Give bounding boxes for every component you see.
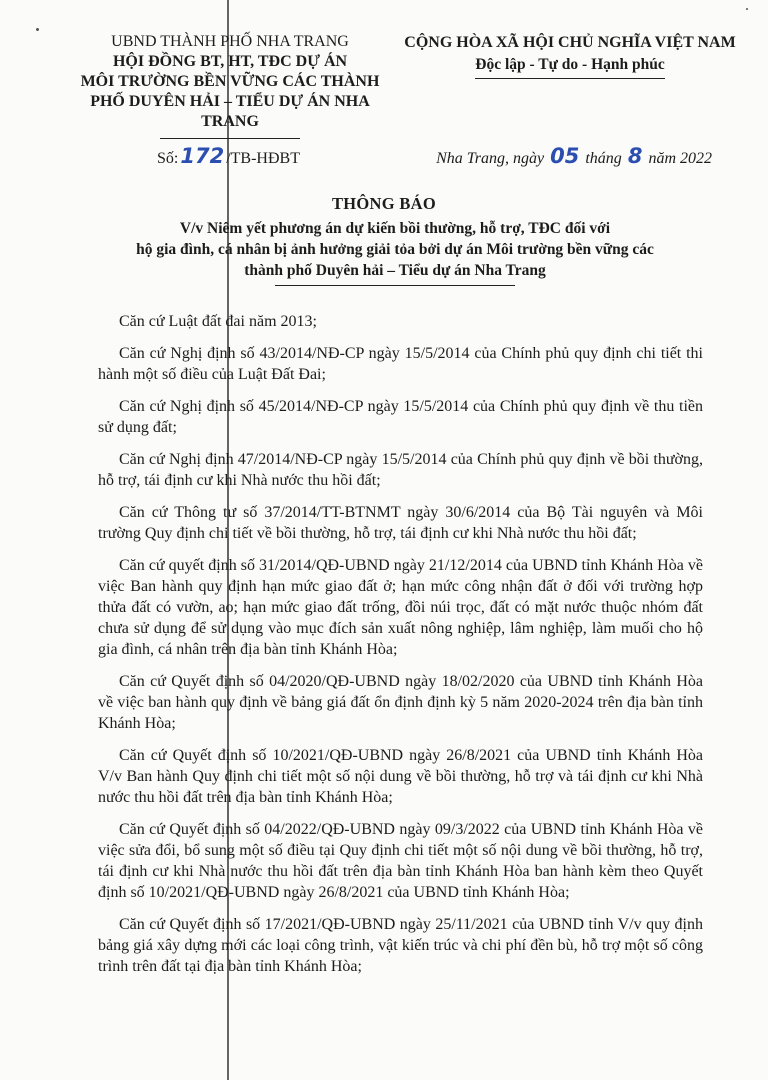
legal-basis-paragraph: Căn cứ Quyết định số 10/2021/QĐ-UBND ngày 26/8/2021 của UBND tỉnh Khánh Hòa V/v Ban hành Quy định chi tiết một số nội dung về bồi thường, hỗ trợ và tái định cư khi Nhà nước thu hồi đất trên địa bàn tỉnh Khánh Hòa;	[98, 747, 703, 806]
legal-basis-paragraph: Căn cứ Nghị định số 43/2014/NĐ-CP ngày 15/5/2014 của Chính phủ quy định chi tiết thi hành một số điều của Luật Đất Đai;	[98, 345, 703, 383]
legal-basis-paragraph: Căn cứ quyết định số 31/2014/QĐ-UBND ngày 21/12/2014 của UBND tỉnh Khánh Hòa về việc Ban hành quy định hạn mức giao đất ở; hạn mức công nhận đất ở đối với trường hợp thửa đất có vườn, ao; hạn mức giao đất trống, đồi núi trọc, đất có mặt nước thuộc nhóm đất chưa sử dụng để sử dụng vào mục đích sản xuất nông nghiệp, lâm nghiệp, làm muối cho hộ gia đình, cá nhân trên địa bàn tỉnh Khánh Hòa;	[98, 557, 703, 658]
document-title: THÔNG BÁO	[331, 194, 436, 213]
legal-basis-paragraph: Căn cứ Nghị định 47/2014/NĐ-CP ngày 15/5/2014 của Chính phủ quy định về bồi thường, hỗ trợ, tái định cư khi Nhà nước thu hồi đất;	[98, 451, 703, 489]
national-header	[390, 32, 750, 79]
subject-line-2: hộ gia đình, cá nhân bị ảnh hưởng giải tỏa bởi dự án Môi trường bền vững các	[136, 241, 654, 258]
date-year: năm 2022	[648, 150, 712, 167]
subject-underline	[275, 285, 515, 286]
legal-basis-paragraph: Căn cứ Quyết định số 04/2020/QĐ-UBND ngày 18/02/2020 của UBND tỉnh Khánh Hòa về việc ban hành quy định về bảng giá đất ổn định định kỳ 5 năm 2020-2024 trên địa bàn tỉnh Khánh Hòa;	[98, 673, 703, 732]
motto-underline	[475, 78, 665, 79]
document-body	[98, 311, 703, 988]
doc-number-suffix: /TB-HĐBT	[226, 150, 300, 167]
legal-basis-paragraph: Căn cứ Luật đất đai năm 2013;	[119, 313, 317, 330]
date-month-word: tháng	[585, 150, 622, 167]
legal-basis-paragraph: Căn cứ Thông tư số 37/2014/TT-BTNMT ngày 30/6/2014 của Bộ Tài nguyên và Môi trường Quy định chi tiết về bồi thường, hỗ trợ, tái định cư khi Nhà nước thu hồi đất;	[98, 504, 703, 542]
legal-basis-paragraph: Căn cứ Quyết định số 17/2021/QĐ-UBND ngày 25/11/2021 của UBND tỉnh V/v quy định bảng giá xây dựng mới các loại công trình, vật kiến trúc và chi phí đền bù, hỗ trợ một số công trình trên đất tại địa bàn tỉnh Khánh Hòa;	[98, 916, 703, 975]
document-subject	[90, 218, 700, 286]
date-place: Nha Trang, ngày	[436, 150, 545, 167]
national-motto: Độc lập - Tự do - Hạnh phúc	[475, 56, 665, 73]
subject-line-3: thành phố Duyên hải – Tiểu dự án Nha Trang	[244, 262, 546, 279]
authority-line-3: MÔI TRƯỜNG BỀN VỮNG CÁC THÀNH	[80, 73, 380, 90]
doc-number-prefix: Số:	[157, 150, 179, 167]
document-date	[436, 144, 712, 168]
scan-speck	[36, 28, 39, 31]
document-number	[157, 144, 300, 168]
date-month-handwritten: 8	[627, 144, 643, 168]
legal-basis-paragraph: Căn cứ Quyết định số 04/2022/QĐ-UBND ngày 09/3/2022 của UBND tỉnh Khánh Hòa về việc sửa đổi, bổ sung một số điều tại Quy định chi tiết một số nội dung về bồi thường, hỗ trợ, tái định cư khi Nhà nước thu hồi đất trên địa bàn tỉnh Khánh Hòa ban hành kèm theo Quyết định số 10/2021/QĐ-UBND ngày 26/8/2021 của UBND tỉnh Khánh Hòa;	[98, 821, 703, 901]
authority-underline	[160, 138, 300, 139]
authority-line-4: PHỐ DUYÊN HẢI – TIỂU DỰ ÁN NHA TRANG	[90, 93, 370, 130]
issuing-authority-header	[60, 32, 400, 139]
nation-name: CỘNG HÒA XÃ HỘI CHỦ NGHĨA VIỆT NAM	[404, 34, 736, 51]
scan-speck	[746, 8, 748, 10]
subject-line-1: V/v Niêm yết phương án dự kiến bồi thường, hỗ trợ, TĐC đối với	[179, 220, 611, 237]
authority-line-2: HỘI ĐỒNG BT, HT, TĐC DỰ ÁN	[112, 53, 348, 70]
doc-number-handwritten: 172	[180, 144, 225, 168]
date-day-handwritten: 05	[550, 144, 580, 168]
authority-line-1: UBND THÀNH PHỐ NHA TRANG	[111, 33, 349, 50]
legal-basis-paragraph: Căn cứ Nghị định số 45/2014/NĐ-CP ngày 15/5/2014 của Chính phủ quy định về thu tiền sử dụng đất;	[98, 398, 703, 436]
